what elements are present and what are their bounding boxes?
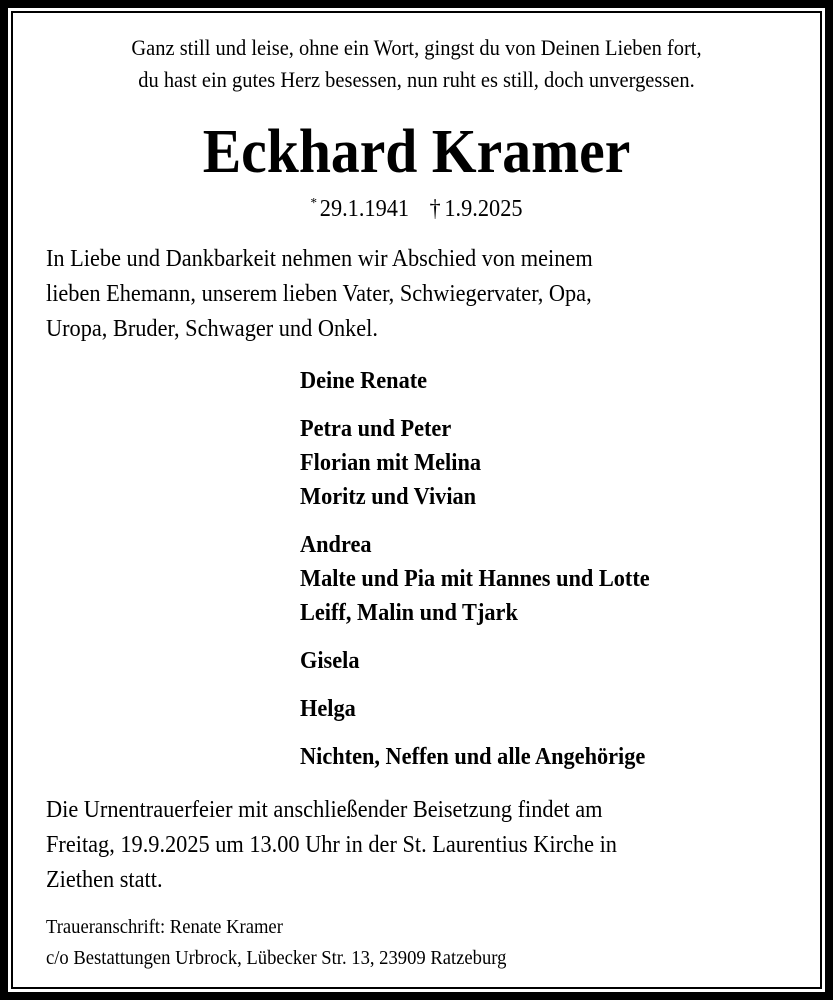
mourner-line: Gisela [300,648,360,674]
text-line: lieben Ehemann, unserem lieben Vater, Schwiegervater, Opa, [46,281,592,307]
mourner-line: Deine Renate [300,368,428,394]
mourner-line: Moritz und Vivian [300,484,477,510]
mourner-group [300,528,650,630]
mourner-group [300,740,650,774]
mourner-group [300,364,650,398]
death-date: 1.9.2025 [444,196,523,222]
mourner-line: Florian mit Melina [300,450,482,476]
mourner-group [300,644,650,678]
text-line: Ziethen statt. [46,867,163,893]
mourner-group [300,412,650,514]
mourner-line: Andrea [300,532,372,558]
memorial-verse [29,32,804,96]
text-line: Die Urnentrauerfeier mit anschließender Beisetzung findet am [46,797,603,823]
mourner-line: Leiff, Malin und Tjark [300,600,518,626]
text-line: Uropa, Bruder, Schwager und Onkel. [46,316,378,342]
life-dates [29,188,804,225]
verse-line: du hast ein gutes Herz besessen, nun ruht es still, doch unvergessen. [138,67,695,92]
birth-date: 29.1.1941 [319,196,410,222]
address-line: c/o Bestattungen Urbrock, Lübecker Str. 13, 23909 Ratzeburg [46,947,507,969]
condolence-address [46,912,506,974]
mourner-line: Petra und Peter [300,416,452,442]
text-line: In Liebe und Dankbarkeit nehmen wir Abschied von meinem [46,246,593,272]
mourners-list [300,364,650,774]
mourner-group [300,692,650,726]
mourner-line: Malte und Pia mit Hannes und Lotte [300,566,650,592]
text-line: Freitag, 19.9.2025 um 13.00 Uhr in der St. Laurentius Kirche in [46,832,617,858]
birth-star-icon: * [310,196,317,211]
farewell-text [46,242,753,347]
mourner-line: Nichten, Neffen und alle Angehörige [300,744,646,770]
death-cross-icon: † [429,196,441,222]
address-line: Traueranschrift: Renate Kramer [46,916,283,938]
verse-line: Ganz still und leise, ohne ein Wort, gingst du von Deinen Lieben fort, [131,35,702,60]
mourner-line: Helga [300,696,356,722]
deceased-name: Eckhard Kramer [202,118,631,186]
funeral-service-info [46,793,771,898]
